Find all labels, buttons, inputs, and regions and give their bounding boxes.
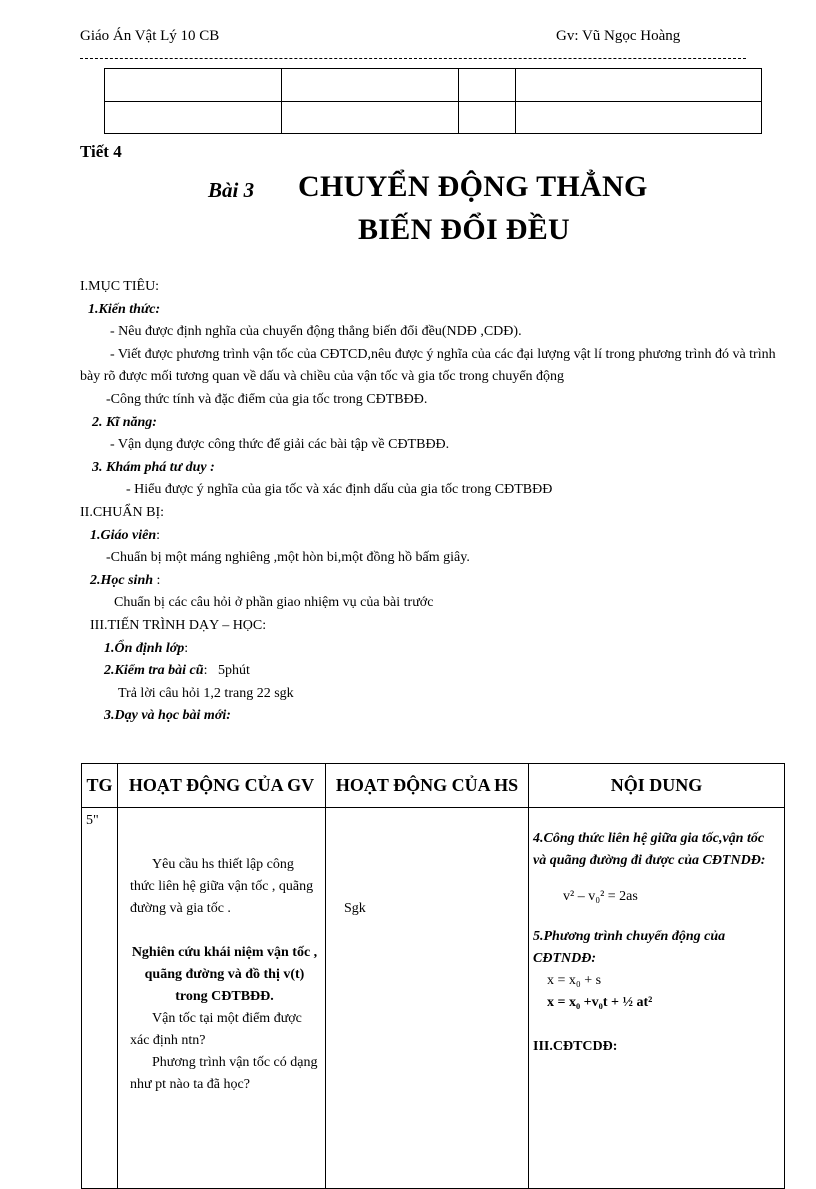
teacher-activity-cell	[118, 808, 326, 1189]
header-left: Giáo Án Vật Lý 10 CB	[80, 28, 220, 44]
lesson-number: Tiết 4	[80, 142, 122, 161]
lesson-title-line1: CHUYỂN ĐỘNG THẲNG	[298, 170, 648, 203]
teacher-paragraph-4: Phương trình vận tốc có dạng như pt nào ta đã học?	[130, 1055, 318, 1092]
content-heading-4: 4.Công thức liên hệ giữa gia tốc,vận tốc và quãng đường đi được của CĐTNDĐ:	[533, 831, 766, 868]
teacher-paragraph-3: Vận tốc tại một điểm được xác định ntn?	[130, 1011, 302, 1048]
lesson-activity-table	[81, 763, 785, 1189]
subsection-knowledge: 1.Kiến thức:	[88, 301, 161, 317]
header-divider	[80, 58, 746, 59]
column-header-content: NỘI DUNG	[529, 764, 785, 808]
subsection-teacher: 1.Giáo viên	[90, 527, 157, 543]
colon-text: :	[184, 640, 189, 656]
table-row	[82, 808, 785, 1189]
colon-text: :	[203, 663, 218, 679]
top-table-cell	[105, 69, 282, 102]
top-table-cell	[516, 101, 762, 134]
teacher-line-1: -Chuẩn bị một máng nghiêng ,một hòn bi,một đồng hồ bấm giây.	[106, 550, 470, 566]
lesson-body	[80, 276, 792, 728]
section-objectives-title: I.MỤC TIÊU:	[80, 279, 160, 294]
tg-cell: 5"	[82, 808, 118, 1189]
content-heading-5: 5.Phương trình chuyển động của CĐTNDĐ:	[533, 929, 726, 966]
empty-top-table	[104, 68, 762, 134]
teacher-paragraph-1: Yêu cầu hs thiết lập công thức liên hệ giữa vận tốc , quãng đường và gia tốc .	[130, 857, 314, 916]
table-header-row	[82, 764, 785, 808]
lesson-bai: Bài 3	[208, 178, 255, 202]
section-preparation-title: II.CHUẨN BỊ:	[80, 504, 164, 520]
student-line-1: Chuẩn bị các câu hỏi ở phần giao nhiệm vụ của bài trước	[114, 595, 434, 611]
top-table-cell	[516, 69, 762, 102]
thinking-line-1: - Hiểu được ý nghĩa của gia tốc và xác định dấu của gia tốc trong CĐTBĐĐ	[126, 482, 553, 498]
knowledge-line-2: - Viết được phương trình vận tốc của CĐTCD,nêu được ý nghĩa của các đại lượng vật lí trong phương trình đó và trình bày rõ được mối tương quan về dấu và chiều của vận tốc và gia tốc trong chuyển động	[80, 346, 776, 385]
column-header-tg: TG	[82, 764, 118, 808]
top-table-cell	[282, 101, 459, 134]
top-table-cell	[282, 69, 459, 102]
top-table-cell	[105, 101, 282, 134]
top-table-cell	[459, 101, 516, 134]
student-activity-cell: Sgk	[326, 808, 529, 1189]
knowledge-line-1: - Nêu được định nghĩa của chuyển động thẳng biến đổi đều(NDĐ ,CDĐ).	[110, 324, 522, 340]
equation-position-1: x = x₀ + s	[547, 973, 602, 988]
formula-velocity-distance: v² – v₀² = 2as	[563, 889, 638, 904]
equation-position-2: x = x₀ +v₀t + ½ at²	[547, 995, 653, 1010]
subsection-thinking: 3. Khám phá tư duy :	[92, 459, 215, 475]
subsection-skills: 2. Kĩ năng:	[92, 414, 157, 430]
content-cell	[529, 808, 785, 1189]
subsection-new-lesson: 3.Dạy và học bài mới:	[104, 708, 231, 724]
teacher-paragraph-2: Nghiên cứu khái niệm vận tốc , quãng đường và đồ thị v(t) trong CĐTBĐĐ.	[131, 945, 318, 1004]
colon-text: :	[156, 527, 160, 543]
review-line-1: Trả lời câu hỏi 1,2 trang 22 sgk	[118, 685, 294, 701]
section-procedure-title: III.TIẾN TRÌNH DẠY – HỌC:	[90, 617, 267, 633]
top-table-cell	[459, 69, 516, 102]
subsection-class-order: 1.Ổn định lớp	[104, 640, 185, 656]
lesson-title-line2: BIẾN ĐỔI ĐỀU	[358, 213, 570, 246]
knowledge-line-3: -Công thức tính và đặc điểm của gia tốc trong CĐTBĐĐ.	[106, 391, 428, 407]
header-right: Gv: Vũ Ngọc Hoàng	[556, 28, 681, 44]
subsection-review: 2.Kiểm tra bài cũ	[104, 663, 204, 679]
content-heading-iii: III.CĐTCDĐ:	[533, 1039, 618, 1054]
column-header-student: HOẠT ĐỘNG CỦA HS	[326, 764, 529, 808]
colon-text: :	[153, 572, 161, 588]
review-time: 5phút	[217, 663, 250, 679]
column-header-teacher: HOẠT ĐỘNG CỦA GV	[118, 764, 326, 808]
skills-line-1: - Vận dụng được công thức để giải các bài tập về CĐTBĐĐ.	[110, 437, 450, 453]
subsection-student: 2.Học sinh	[90, 572, 154, 588]
